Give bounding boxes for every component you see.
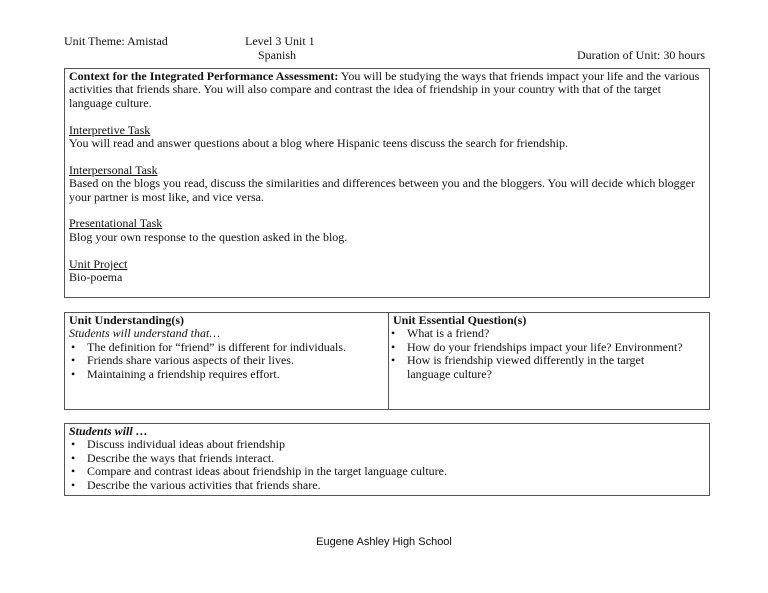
unit-language: Spanish bbox=[258, 48, 297, 62]
context-text: You will be studying the ways that friends impact your life and the various activities that friends share. You will also compare and contrast the idea of friendship in your country with that of the target language culture. bbox=[69, 69, 700, 110]
questions-title: Unit Essential Question(s) bbox=[393, 313, 527, 327]
project-text: Bio-poema bbox=[69, 270, 123, 285]
list-item: • How is friendship viewed differently in the target language culture? bbox=[389, 354, 705, 381]
understandings-box bbox=[64, 312, 389, 410]
list-item: • Compare and contrast ideas about friendship in the target language culture. bbox=[69, 465, 705, 478]
understandings-title: Unit Understanding(s) bbox=[69, 313, 185, 327]
unit-level: Level 3 Unit 1 bbox=[245, 34, 315, 48]
list-item: • What is a friend? bbox=[389, 327, 705, 340]
project-title: Unit Project bbox=[69, 256, 128, 271]
footer-school: Eugene Ashley High School bbox=[316, 536, 452, 548]
list-item: • Maintaining a friendship requires effort. bbox=[69, 368, 384, 381]
presentational-title: Presentational Task bbox=[69, 216, 163, 231]
understandings-subtitle: Students will understand that… bbox=[69, 326, 221, 341]
interpretive-text: You will read and answer questions about a blog where Hispanic teens discuss the search for friendship. bbox=[69, 136, 568, 151]
unit-duration: Duration of Unit: 30 hours bbox=[577, 48, 705, 62]
list-item: • Friends share various aspects of their lives. bbox=[69, 354, 384, 367]
students-will-box bbox=[64, 423, 710, 496]
questions-box bbox=[388, 312, 710, 410]
interpersonal-title: Interpersonal Task bbox=[69, 162, 158, 177]
list-item: • Discuss individual ideas about friendship bbox=[69, 438, 705, 451]
list-item: • Describe the various activities that friends share. bbox=[69, 479, 705, 492]
context-label: Context for the Integrated Performance Assessment: bbox=[69, 69, 339, 83]
interpersonal-text: Based on the blogs you read, discuss the similarities and differences between you and the bloggers. You will decide which blogger your partner is most like, and vice versa. bbox=[69, 176, 695, 204]
list-item: • The definition for “friend” is different for individuals. bbox=[69, 341, 384, 354]
list-item: • Describe the ways that friends interact. bbox=[69, 452, 705, 465]
students-will-title: Students will … bbox=[69, 424, 148, 438]
list-item: • How do your friendships impact your life? Environment? bbox=[389, 341, 705, 354]
context-paragraph bbox=[69, 70, 705, 110]
presentational-text: Blog your own response to the question asked in the blog. bbox=[69, 229, 348, 244]
interpretive-title: Interpretive Task bbox=[69, 122, 151, 137]
context-box bbox=[64, 68, 710, 298]
unit-theme: Unit Theme: Amistad bbox=[64, 34, 168, 48]
